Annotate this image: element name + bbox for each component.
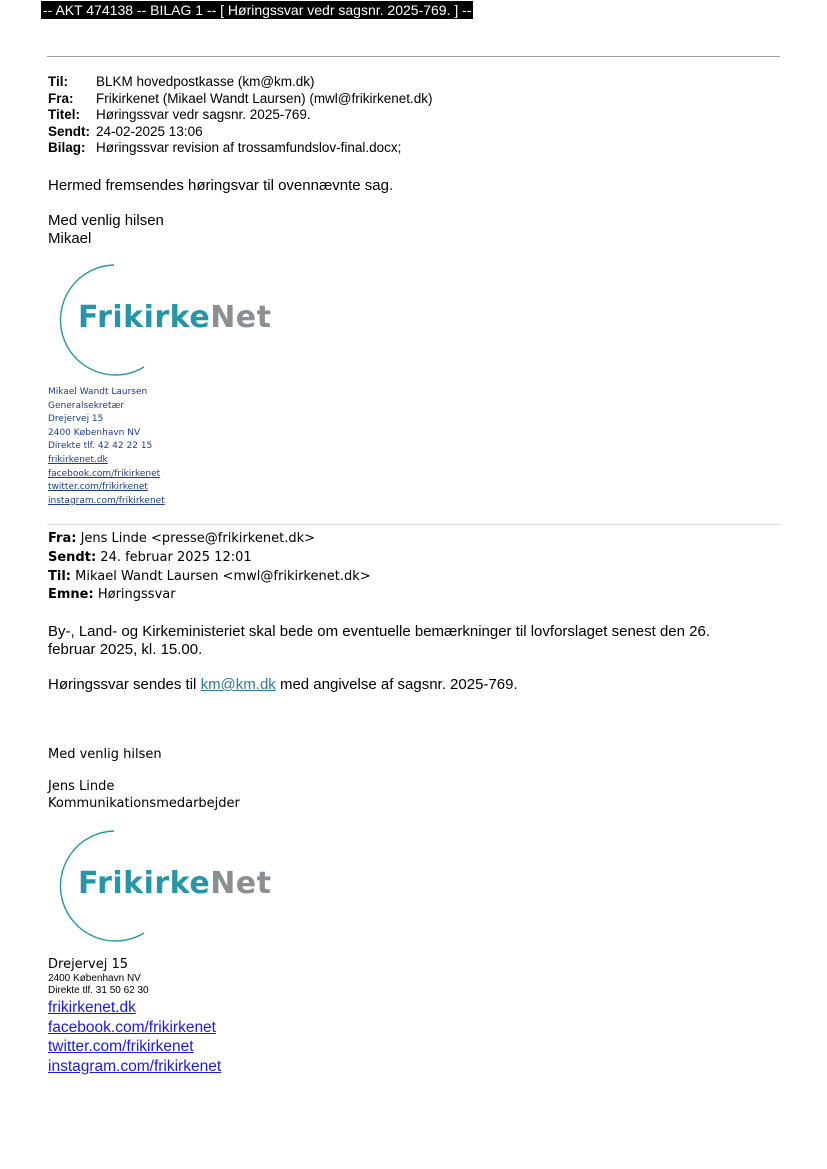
fwd-to-label: Til: (48, 568, 71, 584)
sent-value: 24-02-2025 13:06 (96, 123, 203, 139)
twitter-link[interactable]: twitter.com/frikirkenet (48, 482, 148, 493)
fwd-paragraph-2: Høringssvar sendes til km@km.dk med angivelse af sagsnr. 2025-769. (48, 676, 518, 693)
sig2-facebook-link[interactable]: facebook.com/frikirkenet (48, 1018, 216, 1036)
email-link[interactable]: km@km.dk (200, 676, 276, 693)
logo-wordmark-2: FrikirkeNet (78, 866, 272, 901)
from-value: Frikirkenet (Mikael Wandt Laursen) (mwl@frikirkenet.dk) (96, 90, 433, 106)
fwd-from-label: Fra: (48, 531, 77, 546)
to-label: Til: (48, 74, 68, 89)
sig2-city: 2400 København NV (48, 973, 141, 984)
forwarded-header (48, 530, 371, 605)
message-name: Mikael (48, 230, 92, 247)
instagram-link[interactable]: instagram.com/frikirkenet (48, 495, 165, 506)
fwd-sender-name: Jens Linde (48, 779, 115, 794)
message-line: Hermed fremsendes høringsvar til ovennævnte sag. (48, 177, 394, 194)
frikirkenet-logo (44, 262, 289, 376)
to-value: BLKM hovedpostkasse (km@km.dk) (96, 74, 315, 89)
message-greeting: Med venlig hilsen (48, 212, 164, 229)
title-value: Høringssvar vedr sagsnr. 2025-769. (96, 107, 311, 122)
sig2-street: Drejervej 15 (48, 957, 128, 972)
facebook-link[interactable]: facebook.com/frikirkenet (48, 468, 161, 479)
header-divider (47, 56, 780, 57)
fwd-sender-title: Kommunikationsmedarbejder (48, 796, 240, 811)
fwd-to-value: Mikael Wandt Laursen <mwl@frikirkenet.dk> (75, 568, 371, 584)
document-banner: -- AKT 474138 -- BILAG 1 -- [ Høringssvar vedr sagsnr. 2025-769. ] -- (43, 2, 472, 18)
title-label: Titel: (48, 107, 81, 122)
signature-block (48, 386, 165, 508)
sig2-phone: Direkte tlf. 31 50 62 30 (48, 985, 149, 996)
signature-name: Mikael Wandt Laursen (48, 387, 148, 397)
website-link[interactable]: frikirkenet.dk (48, 454, 108, 465)
signature-title: Generalsekretær (48, 400, 125, 411)
sig2-website-link[interactable]: frikirkenet.dk (48, 999, 136, 1016)
fwd-from-value: Jens Linde <presse@frikirkenet.dk> (80, 531, 315, 546)
attachment-value: Høringssvar revision af trossamfundslov-final.docx; (96, 140, 402, 155)
forward-divider (47, 524, 780, 525)
attachment-label: Bilag: (48, 140, 86, 155)
sent-label: Sendt: (48, 123, 90, 139)
sig2-twitter-link[interactable]: twitter.com/frikirkenet (48, 1038, 194, 1055)
fwd-sent-label: Sendt: (48, 549, 97, 565)
signature-block-2 (48, 956, 221, 1076)
fwd-subject-label: Emne: (48, 587, 94, 603)
fwd-sent-value: 24. februar 2025 12:01 (100, 549, 252, 565)
frikirkenet-logo-2 (44, 828, 289, 942)
logo-wordmark: FrikirkeNet (78, 300, 272, 335)
signature-city: 2400 København NV (48, 427, 141, 438)
signature-street: Drejervej 15 (48, 414, 104, 425)
sig2-instagram-link[interactable]: instagram.com/frikirkenet (48, 1057, 222, 1075)
fwd-paragraph-1: By-, Land- og Kirkeministeriet skal bede om eventuelle bemærkninger til lovforslaget senest den 26. februar 2025, kl. 15.00. (48, 623, 711, 658)
fwd-greeting: Med venlig hilsen (48, 747, 162, 762)
signature-phone: Direkte tlf. 42 42 22 15 (48, 441, 153, 452)
from-label: Fra: (48, 90, 74, 106)
fwd-subject-value: Høringssvar (97, 587, 176, 603)
email-header (48, 74, 748, 158)
